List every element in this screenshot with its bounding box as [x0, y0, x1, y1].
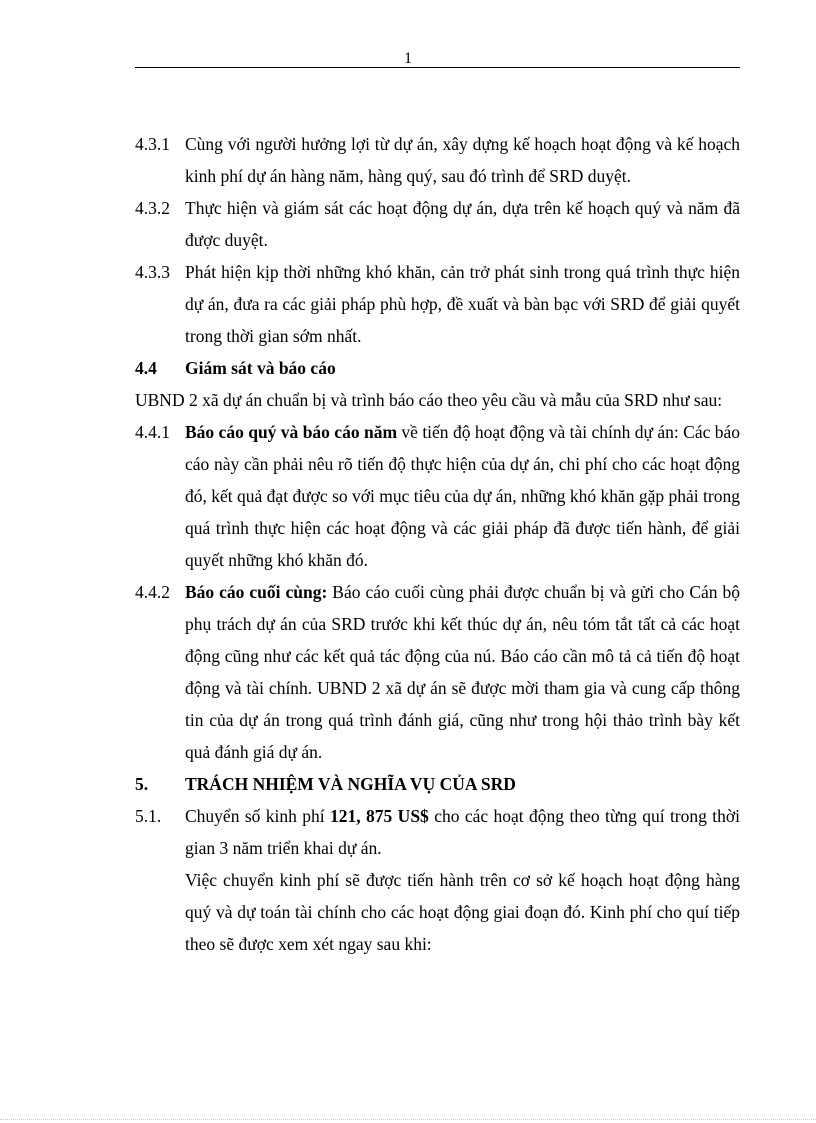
item-4-4-2 — [135, 576, 740, 768]
page-bottom-border — [0, 1119, 816, 1120]
item-number: 4.3.1 — [135, 134, 170, 154]
item-number: 5.1. — [135, 806, 162, 826]
item-5-1 — [135, 800, 740, 864]
item-text: Phát hiện kịp thời những khó khăn, cản trở phát sinh trong quá trình thực hiện dự án, đưa ra các giải pháp phù hợp, đề xuất và bàn bạc với SRD để giải quyết trong thời gian sớm nhất. — [185, 262, 740, 346]
heading-title: TRÁCH NHIỆM VÀ NGHĨA VỤ CỦA SRD — [185, 774, 516, 794]
item-4-3-1 — [135, 128, 740, 192]
item-number: 4.4.2 — [135, 582, 170, 602]
item-text: Cùng với người hưởng lợi từ dự án, xây dựng kế hoạch hoạt động và kế hoạch kinh phí dự án hàng năm, hàng quý, sau đó trình để SRD duyệt. — [185, 134, 740, 186]
paragraph-5-1: Việc chuyển kinh phí sẽ được tiến hành trên cơ sở kế hoạch hoạt động hàng quý và dự toán tài chính cho các hoạt động giai đoạn đó. Kinh phí cho quí tiếp theo sẽ được xem xét ngay sau khi: — [185, 870, 740, 954]
item-body — [185, 800, 740, 864]
heading-number: 5. — [135, 774, 149, 794]
item-4-3-3 — [135, 256, 740, 352]
paragraph-4-4: UBND 2 xã dự án chuẩn bị và trình báo cáo theo yêu cầu và mẫu của SRD như sau: — [135, 390, 723, 410]
section-heading-4-4 — [135, 352, 740, 384]
item-body — [185, 576, 740, 768]
item-text: Thực hiện và giám sát các hoạt động dự án, dựa trên kế hoạch quý và năm đã được duyệt. — [185, 198, 740, 250]
item-4-4-1 — [135, 416, 740, 576]
item-lead: Báo cáo cuối cùng: — [185, 582, 328, 602]
item-number: 4.3.2 — [135, 198, 170, 218]
item-text: cho các hoạt động theo từng quí trong thời gian 3 năm triển khai dự án. — [185, 806, 740, 858]
item-body — [185, 416, 740, 576]
document-body — [135, 128, 740, 960]
heading-number: 4.4 — [135, 358, 157, 378]
item-4-3-2 — [135, 192, 740, 256]
item-number: 4.3.3 — [135, 262, 170, 282]
item-text: Báo cáo cuối cùng phải được chuẩn bị và gửi cho Cán bộ phụ trách dự án của SRD trước khi kết thúc dự án, nêu tóm tắt tất cả các hoạt động cũng như các kết quả tác động của nú. Báo cáo cần mô tả cả tiến độ hoạt động và tài chính. UBND 2 xã dự án sẽ được mời tham gia và cung cấp thông tin của dự án trong quá trình đánh giá, cũng như trong hội thảo trình bày kết quả đánh giá dự án. — [185, 582, 740, 762]
item-prefix: Chuyển số kinh phí — [185, 806, 331, 826]
heading-title: Giám sát và báo cáo — [185, 358, 336, 378]
item-text: về tiến độ hoạt động và tài chính dự án: Các báo cáo này cần phải nêu rõ tiến độ thực hiện của dự án, chi phí cho các hoạt động đó, kết quả đạt được so với mục tiêu của dự án, những khó khăn gặp phải trong quá trình thực hiện các hoạt động và các giải pháp đã được tiến hành, để giải quyết những khó khăn đó. — [185, 422, 741, 570]
section-heading-5 — [135, 768, 740, 800]
item-lead: Báo cáo quý và báo cáo năm — [185, 422, 398, 442]
amount-value: 121, 875 US$ — [330, 806, 429, 826]
header-rule — [135, 67, 740, 68]
page-number: 1 — [404, 50, 412, 67]
item-number: 4.4.1 — [135, 422, 170, 442]
